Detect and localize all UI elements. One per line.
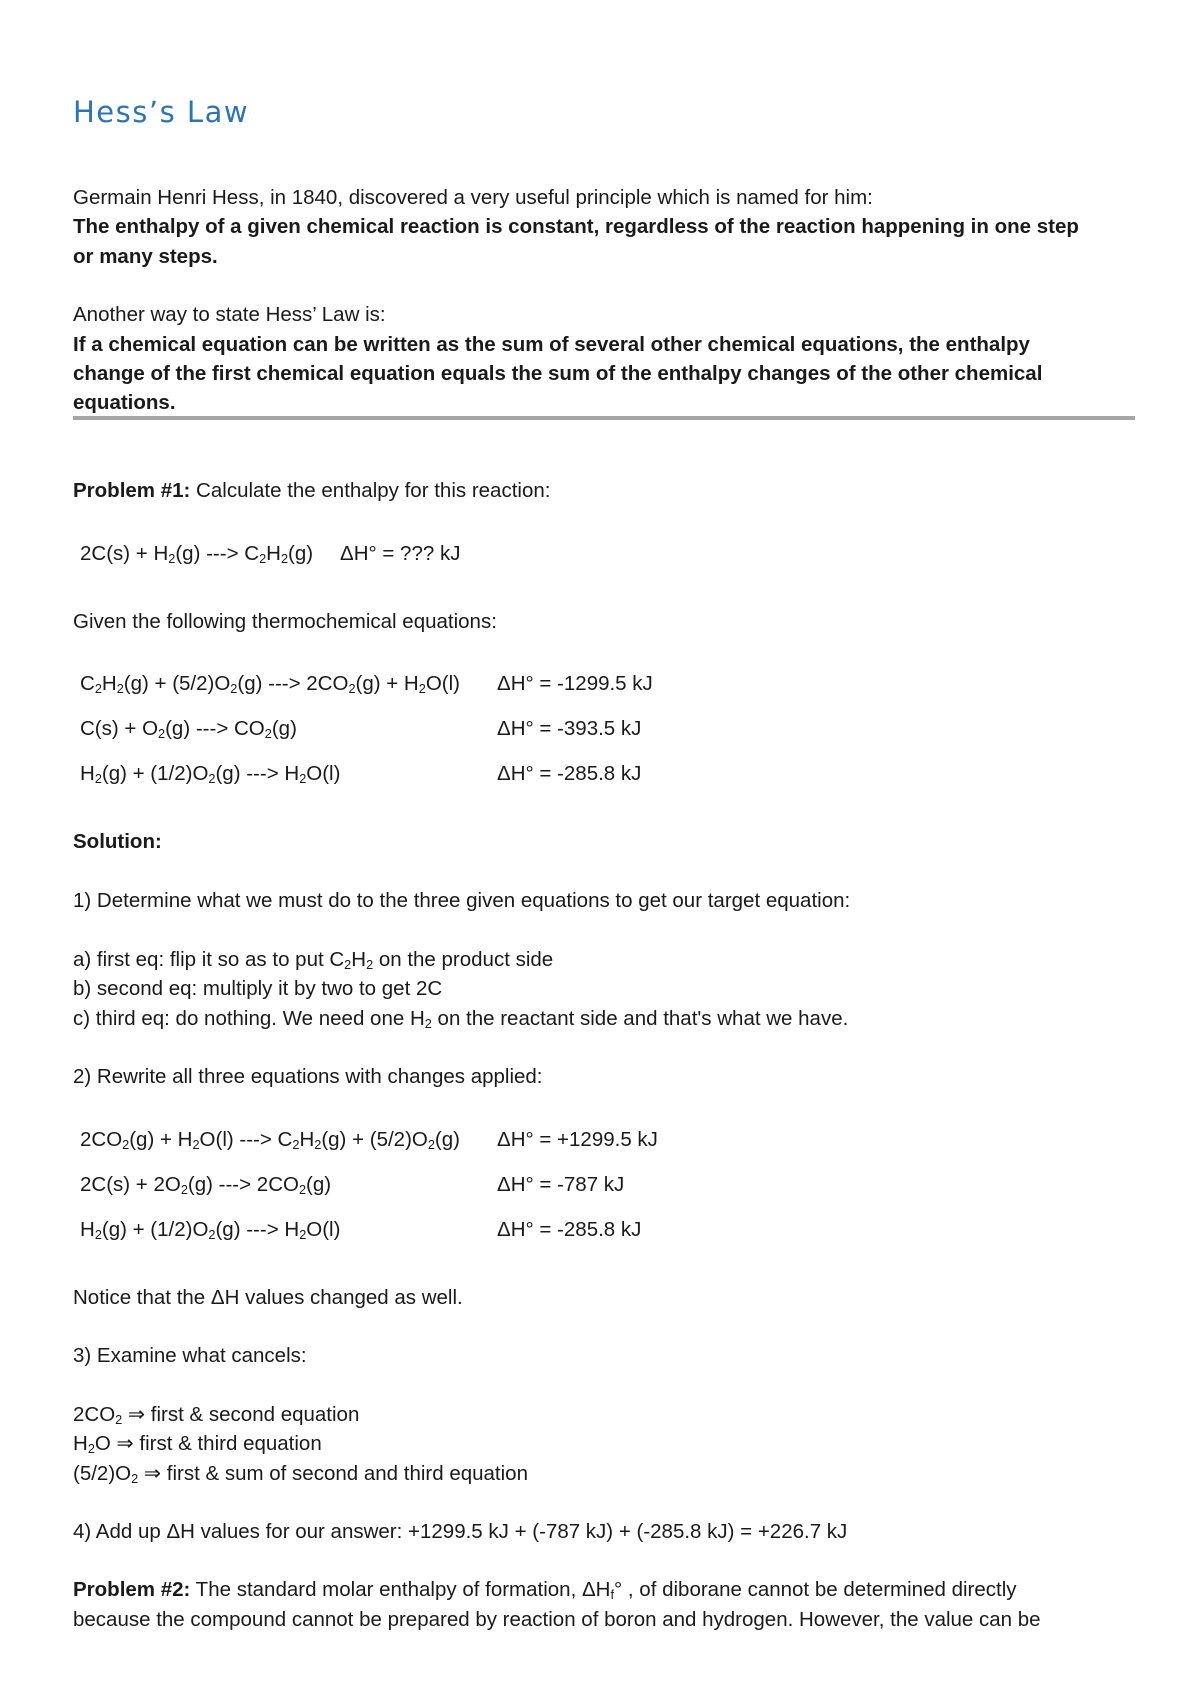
rewritten-equation-2: $2C(s) + 2O_2(g)$ ---> $2CO_2(g)$ [80,1173,332,1198]
step-1-number: 1) [73,889,92,912]
horizontal-divider [73,416,1135,420]
given-label: Given the following thermochemical equations: [73,610,497,633]
cancel-item-3: $(5/2)O_2$ ⇒ first & sum of second and third equation [73,1462,528,1487]
rewritten-equation-1: $2CO_2(g) + H_2O(l)$ ---> $C_2H_2(g) + (5/2)O_2(g)$ [80,1128,460,1153]
cancel-item-2: $H_2O$ ⇒ first & third equation [73,1432,322,1457]
problem-2-text: The standard molar enthalpy of formation, $\Delta H_f^\circ$ , of diborane cannot be determined directly [190,1578,1017,1603]
rewritten-enthalpy-1: ΔH° = +1299.5 kJ [497,1128,658,1151]
step-1 [73,886,850,916]
target-enthalpy: ΔH° = ??? kJ [340,542,461,565]
step-4: 4) Add up ΔH values for our answer: +1299.5 kJ + (-787 kJ) + (-285.8 kJ) = +226.7 kJ [73,1520,848,1543]
law-statement-2: If a chemical equation can be written as the sum of several other chemical equations, the enthalpy [73,333,1030,356]
page-title: Hess’s Law [73,95,250,129]
given-equation-3: $H_2(g) + (1/2)O_2(g)$ ---> $H_2O(l)$ [80,762,341,787]
alt-statement-intro: Another way to state Hess’ Law is: [73,303,386,326]
given-equation-1: $C_2H_2(g) + (5/2)O_2(g)$ ---> $2CO_2(g) + H_2O(l)$ [80,672,460,697]
rewritten-enthalpy-3: ΔH° = -285.8 kJ [497,1218,642,1241]
step-1a: a) first eq: flip it so as to put $C_2H_2$ on the product side [73,948,554,973]
rewritten-equation-3: $H_2(g) + (1/2)O_2(g)$ ---> $H_2O(l)$ [80,1218,341,1243]
law-statement-2-end: equations. [73,391,176,414]
law-statement-1: The enthalpy of a given chemical reaction is constant, regardless of the reaction happening in one step [73,215,1079,238]
target-equation: $2C(s) + H_2(g)$ ---> $C_2H_2(g)$ [80,542,314,567]
step-1b: b) second eq: multiply it by two to get 2C [73,977,443,1000]
problem-2-line-2: because the compound cannot be prepared by reaction of boron and hydrogen. However, the value can be [73,1608,1041,1631]
law-statement-2-cont: change of the first chemical equation equals the sum of the enthalpy changes of the other chemical [73,362,1043,385]
given-equation-2: $C(s) + O_2(g)$ ---> $CO_2(g)$ [80,717,297,742]
step-1c: c) third eq: do nothing. We need one $H_2$ on the reactant side and that's what we have. [73,1007,849,1032]
solution-heading: Solution: [73,830,162,853]
law-statement-1-cont: or many steps. [73,245,218,268]
cancel-item-1: $2CO_2$ ⇒ first & second equation [73,1403,360,1428]
given-enthalpy-2: ΔH° = -393.5 kJ [497,717,642,740]
intro-text: Germain Henri Hess, in 1840, discovered a very useful principle which is named for him: [73,186,873,209]
step-3: 3) Examine what cancels: [73,1344,307,1367]
problem-2-label: Problem #2: [73,1578,191,1601]
given-enthalpy-3: ΔH° = -285.8 kJ [497,762,642,785]
problem-1-prompt: Calculate the enthalpy for this reaction: [190,479,551,502]
rewritten-enthalpy-2: ΔH° = -787 kJ [497,1173,625,1196]
step-2: 2) Rewrite all three equations with changes applied: [73,1065,543,1088]
notice-text: Notice that the ΔH values changed as well. [73,1286,463,1309]
problem-1-heading [73,476,550,506]
given-enthalpy-1: ΔH° = -1299.5 kJ [497,672,653,695]
problem-2-line-1 [73,1575,1017,1605]
problem-1-label: Problem #1: [73,479,191,502]
step-1-text: Determine what we must do to the three given equations to get our target equation: [91,889,851,912]
